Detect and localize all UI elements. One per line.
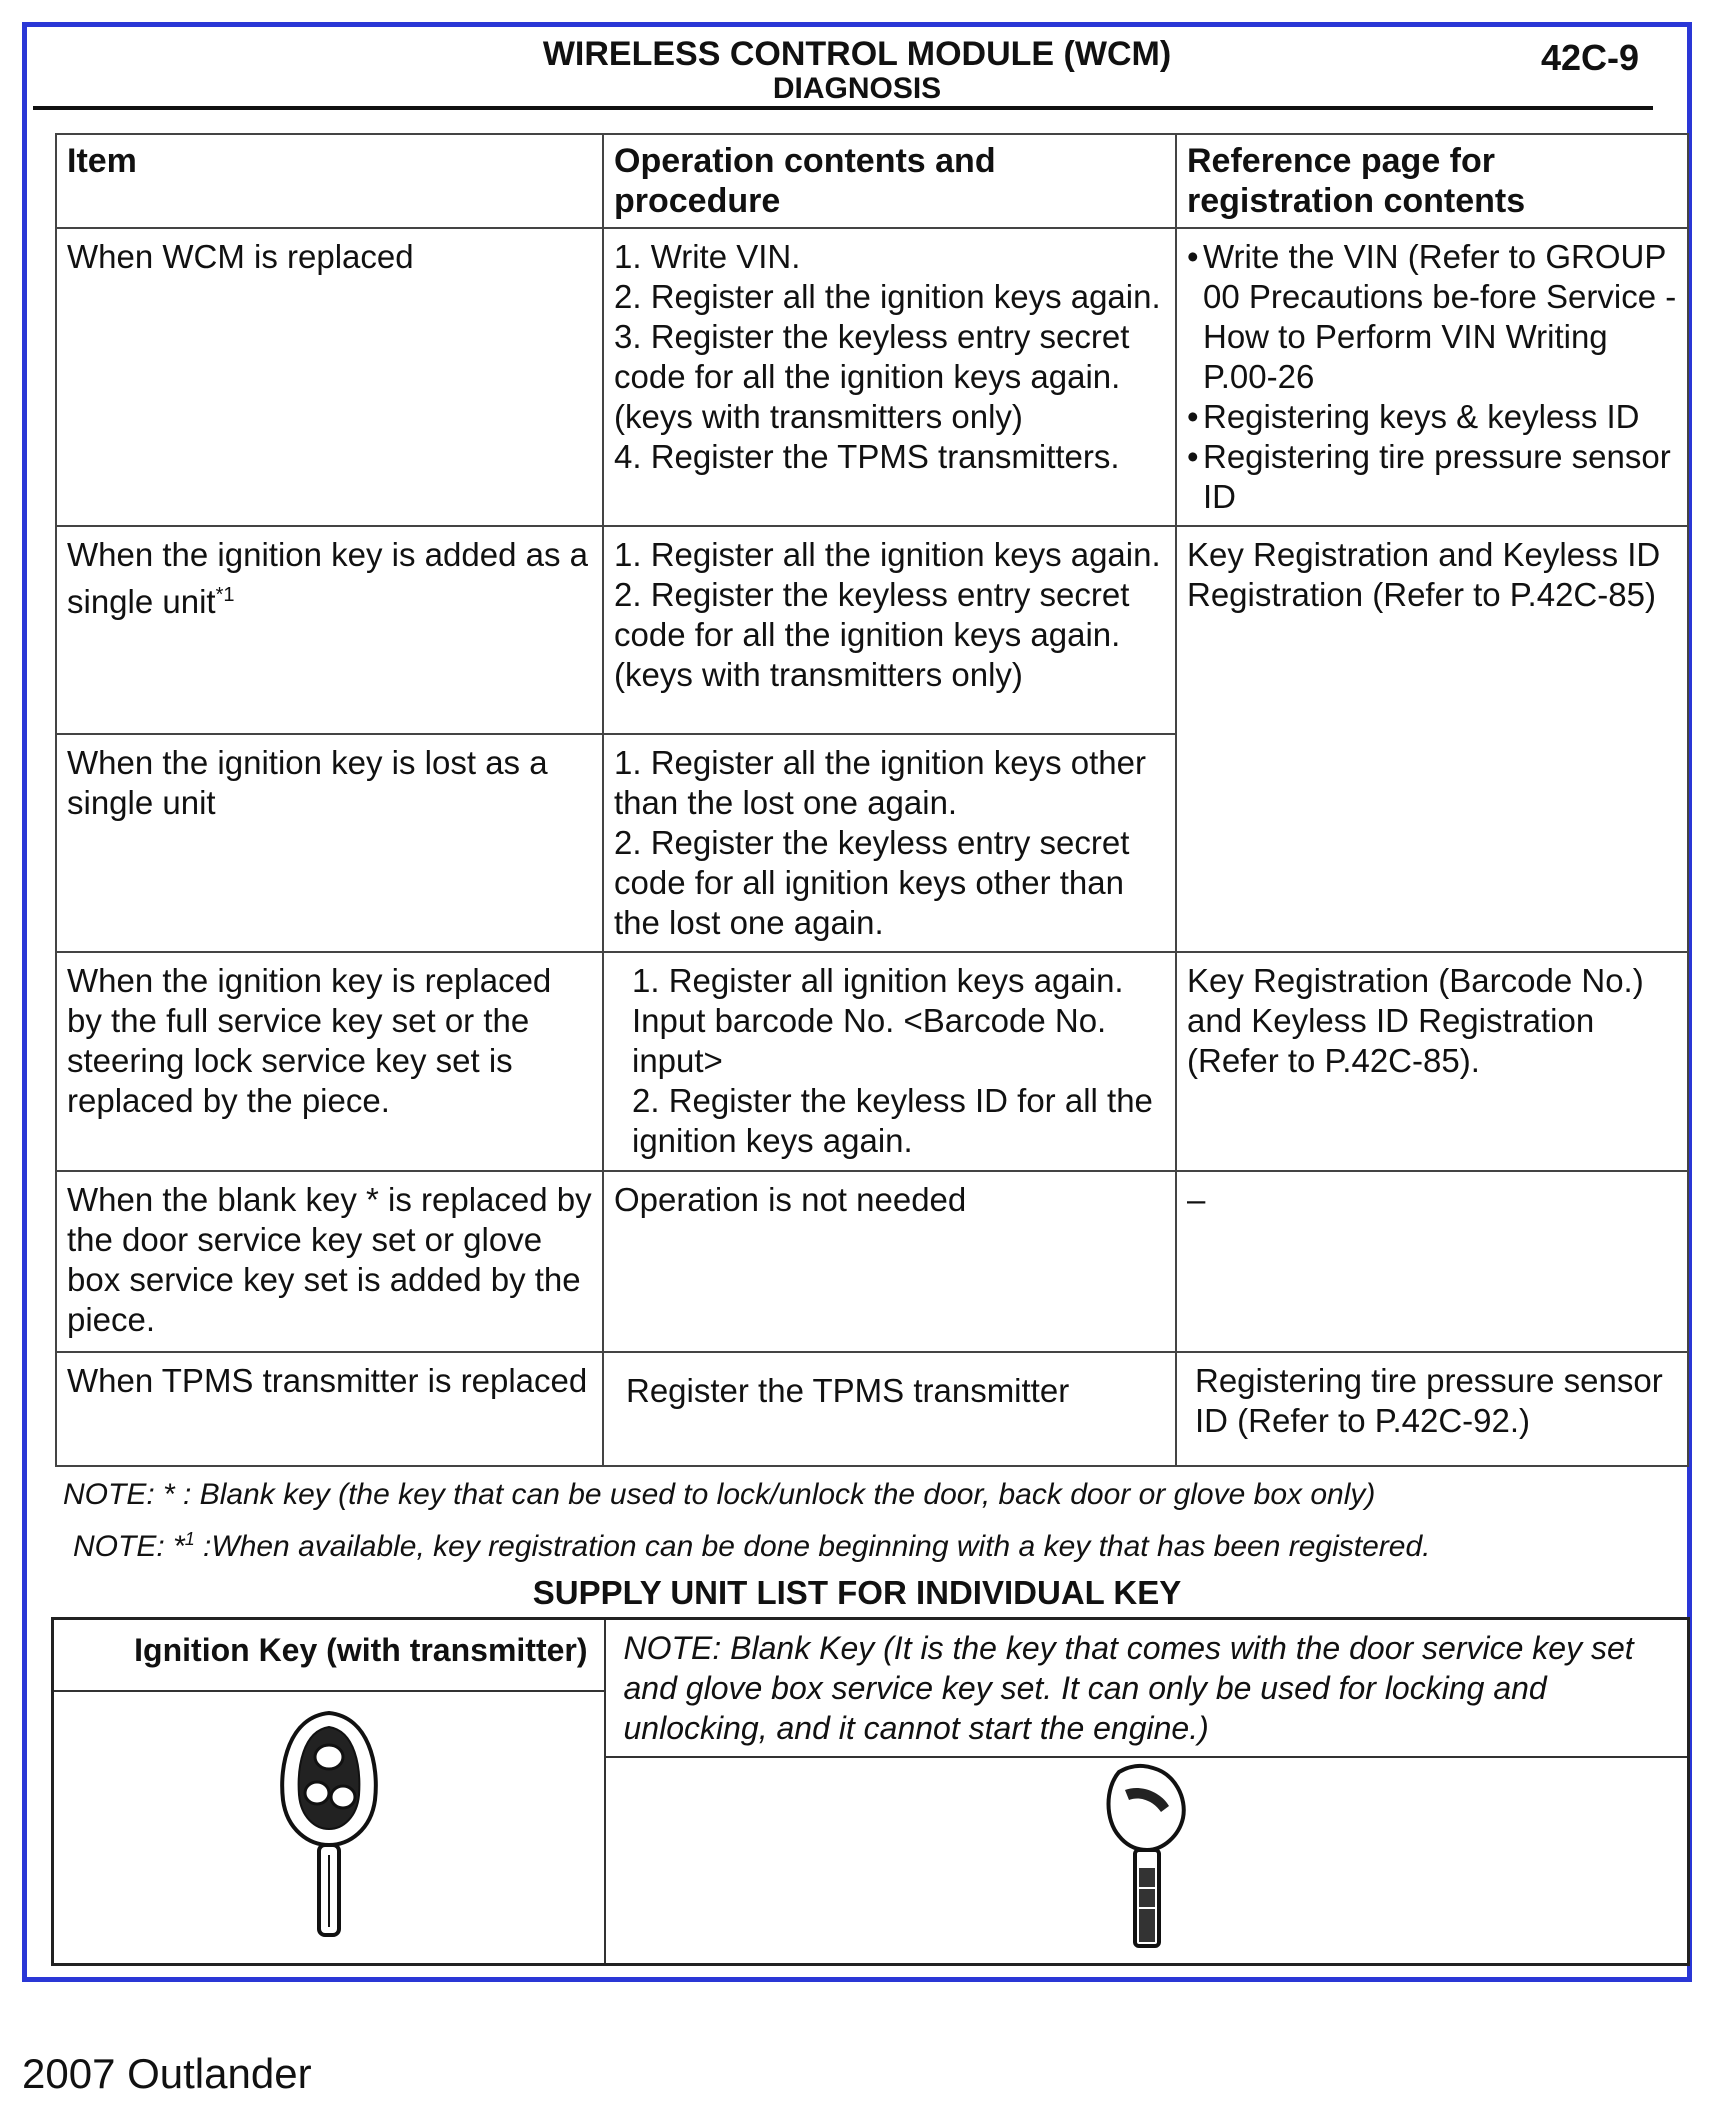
header-item: Item <box>56 134 603 228</box>
operation-step: 4. Register the TPMS transmitters. <box>614 438 1120 475</box>
item-text: When the ignition key is added as a single unit <box>67 536 588 620</box>
footnote-marker: *1 <box>215 584 235 606</box>
operation-step: 3. Register the keyless entry secret code for all the ignition keys again.(keys with transmitters only) <box>614 318 1130 435</box>
reference-cell: Key Registration (Barcode No.) and Keyless ID Registration (Refer to P.42C-85). <box>1176 952 1688 1171</box>
page-number: 42C-9 <box>1540 37 1639 78</box>
operation-cell: Operation is not needed <box>603 1171 1176 1352</box>
operation-cell <box>603 228 1176 526</box>
reference-cell: – <box>1176 1171 1688 1352</box>
blank-key-note: NOTE: Blank Key (It is the key that comes with the door service key set and glove box service key set. It can only be used for locking and unlocking, and it cannot start the engine.) <box>605 1619 1689 1758</box>
header-operation: Operation contents and procedure <box>603 134 1176 228</box>
item-cell: When the ignition key is replaced by the full service key set or the steering lock service key set is replaced by the piece. <box>56 952 603 1171</box>
reference-item: • Registering tire pressure sensor ID <box>1187 437 1677 517</box>
ignition-key-image-cell <box>53 1691 605 1965</box>
operation-cell <box>603 952 1176 1171</box>
ignition-key-header: Ignition Key (with transmitter) <box>53 1619 605 1692</box>
footer-model: 2007 Outlander <box>22 2050 312 2097</box>
operation-step: 1. Register all ignition keys again. Input barcode No. <Barcode No. input> <box>632 962 1124 1079</box>
reference-item: • Registering keys & keyless ID <box>1187 397 1677 437</box>
operation-step: 2. Register all the ignition keys again. <box>614 278 1161 315</box>
item-cell <box>56 526 603 734</box>
operation-step: 2. Register the keyless entry secret code for all ignition keys other than the lost one again. <box>614 824 1130 941</box>
blank-key-image-cell <box>605 1757 1689 1965</box>
note-prefix: NOTE: * <box>73 1530 185 1563</box>
supply-title: SUPPLY UNIT LIST FOR INDIVIDUAL KEY <box>532 1574 1182 1611</box>
table-row <box>56 1352 1688 1466</box>
note-registration <box>63 1517 1663 1569</box>
reference-item: • Write the VIN (Refer to GROUP 00 Precautions be-fore Service -How to Perform VIN Writing P.00-26 <box>1187 237 1677 397</box>
table-row <box>56 228 1688 526</box>
item-cell: When the blank key * is replaced by the door service key set or glove box service key set is added by the piece. <box>56 1171 603 1352</box>
reference-cell: Registering tire pressure sensor ID (Refer to P.42C-92.) <box>1176 1352 1688 1466</box>
header-rule <box>33 106 1653 110</box>
note-blank-key: NOTE: * : Blank key (the key that can be used to lock/unlock the door, back door or glove box only) <box>63 1478 1376 1511</box>
operation-step: 1. Register all the ignition keys other than the lost one again. <box>614 744 1146 821</box>
page-frame <box>22 22 1692 1982</box>
reference-cell: Key Registration and Keyless ID Registration (Refer to P.42C-85) <box>1176 526 1688 952</box>
supply-row <box>53 1619 1689 1692</box>
supply-table <box>51 1617 1690 1966</box>
ignition-key-icon <box>269 1705 389 1945</box>
operation-step: 2. Register the keyless entry secret code for all the ignition keys again.(keys with transmitters only) <box>614 576 1130 693</box>
table-header-row <box>56 134 1688 228</box>
header-reference: Reference page for registration contents <box>1176 134 1688 228</box>
item-cell: When WCM is replaced <box>56 228 603 526</box>
operation-step: 1. Write VIN. <box>614 238 801 275</box>
operation-cell <box>603 734 1176 952</box>
note-text: :When available, key registration can be done beginning with a key that has been registered. <box>194 1530 1431 1563</box>
operation-cell <box>603 526 1176 734</box>
blank-key-icon <box>1091 1758 1201 1958</box>
notes <box>63 1473 1663 1569</box>
page-subtitle: DIAGNOSIS <box>772 72 942 105</box>
reference-cell <box>1176 228 1688 526</box>
diagnosis-table <box>55 133 1689 1467</box>
table-row <box>56 526 1688 734</box>
table-row <box>56 952 1688 1171</box>
operation-cell: Register the TPMS transmitter <box>603 1352 1176 1466</box>
note-sup: 1 <box>184 1529 195 1549</box>
table-row <box>56 1171 1688 1352</box>
item-cell: When TPMS transmitter is replaced <box>56 1352 603 1466</box>
operation-step: 2. Register the keyless ID for all the ignition keys again. <box>632 1082 1153 1159</box>
reference-list <box>1187 237 1677 517</box>
item-cell: When the ignition key is lost as a single unit <box>56 734 603 952</box>
page-title: WIRELESS CONTROL MODULE (WCM) <box>542 35 1172 73</box>
operation-step: 1. Register all the ignition keys again. <box>614 536 1161 573</box>
